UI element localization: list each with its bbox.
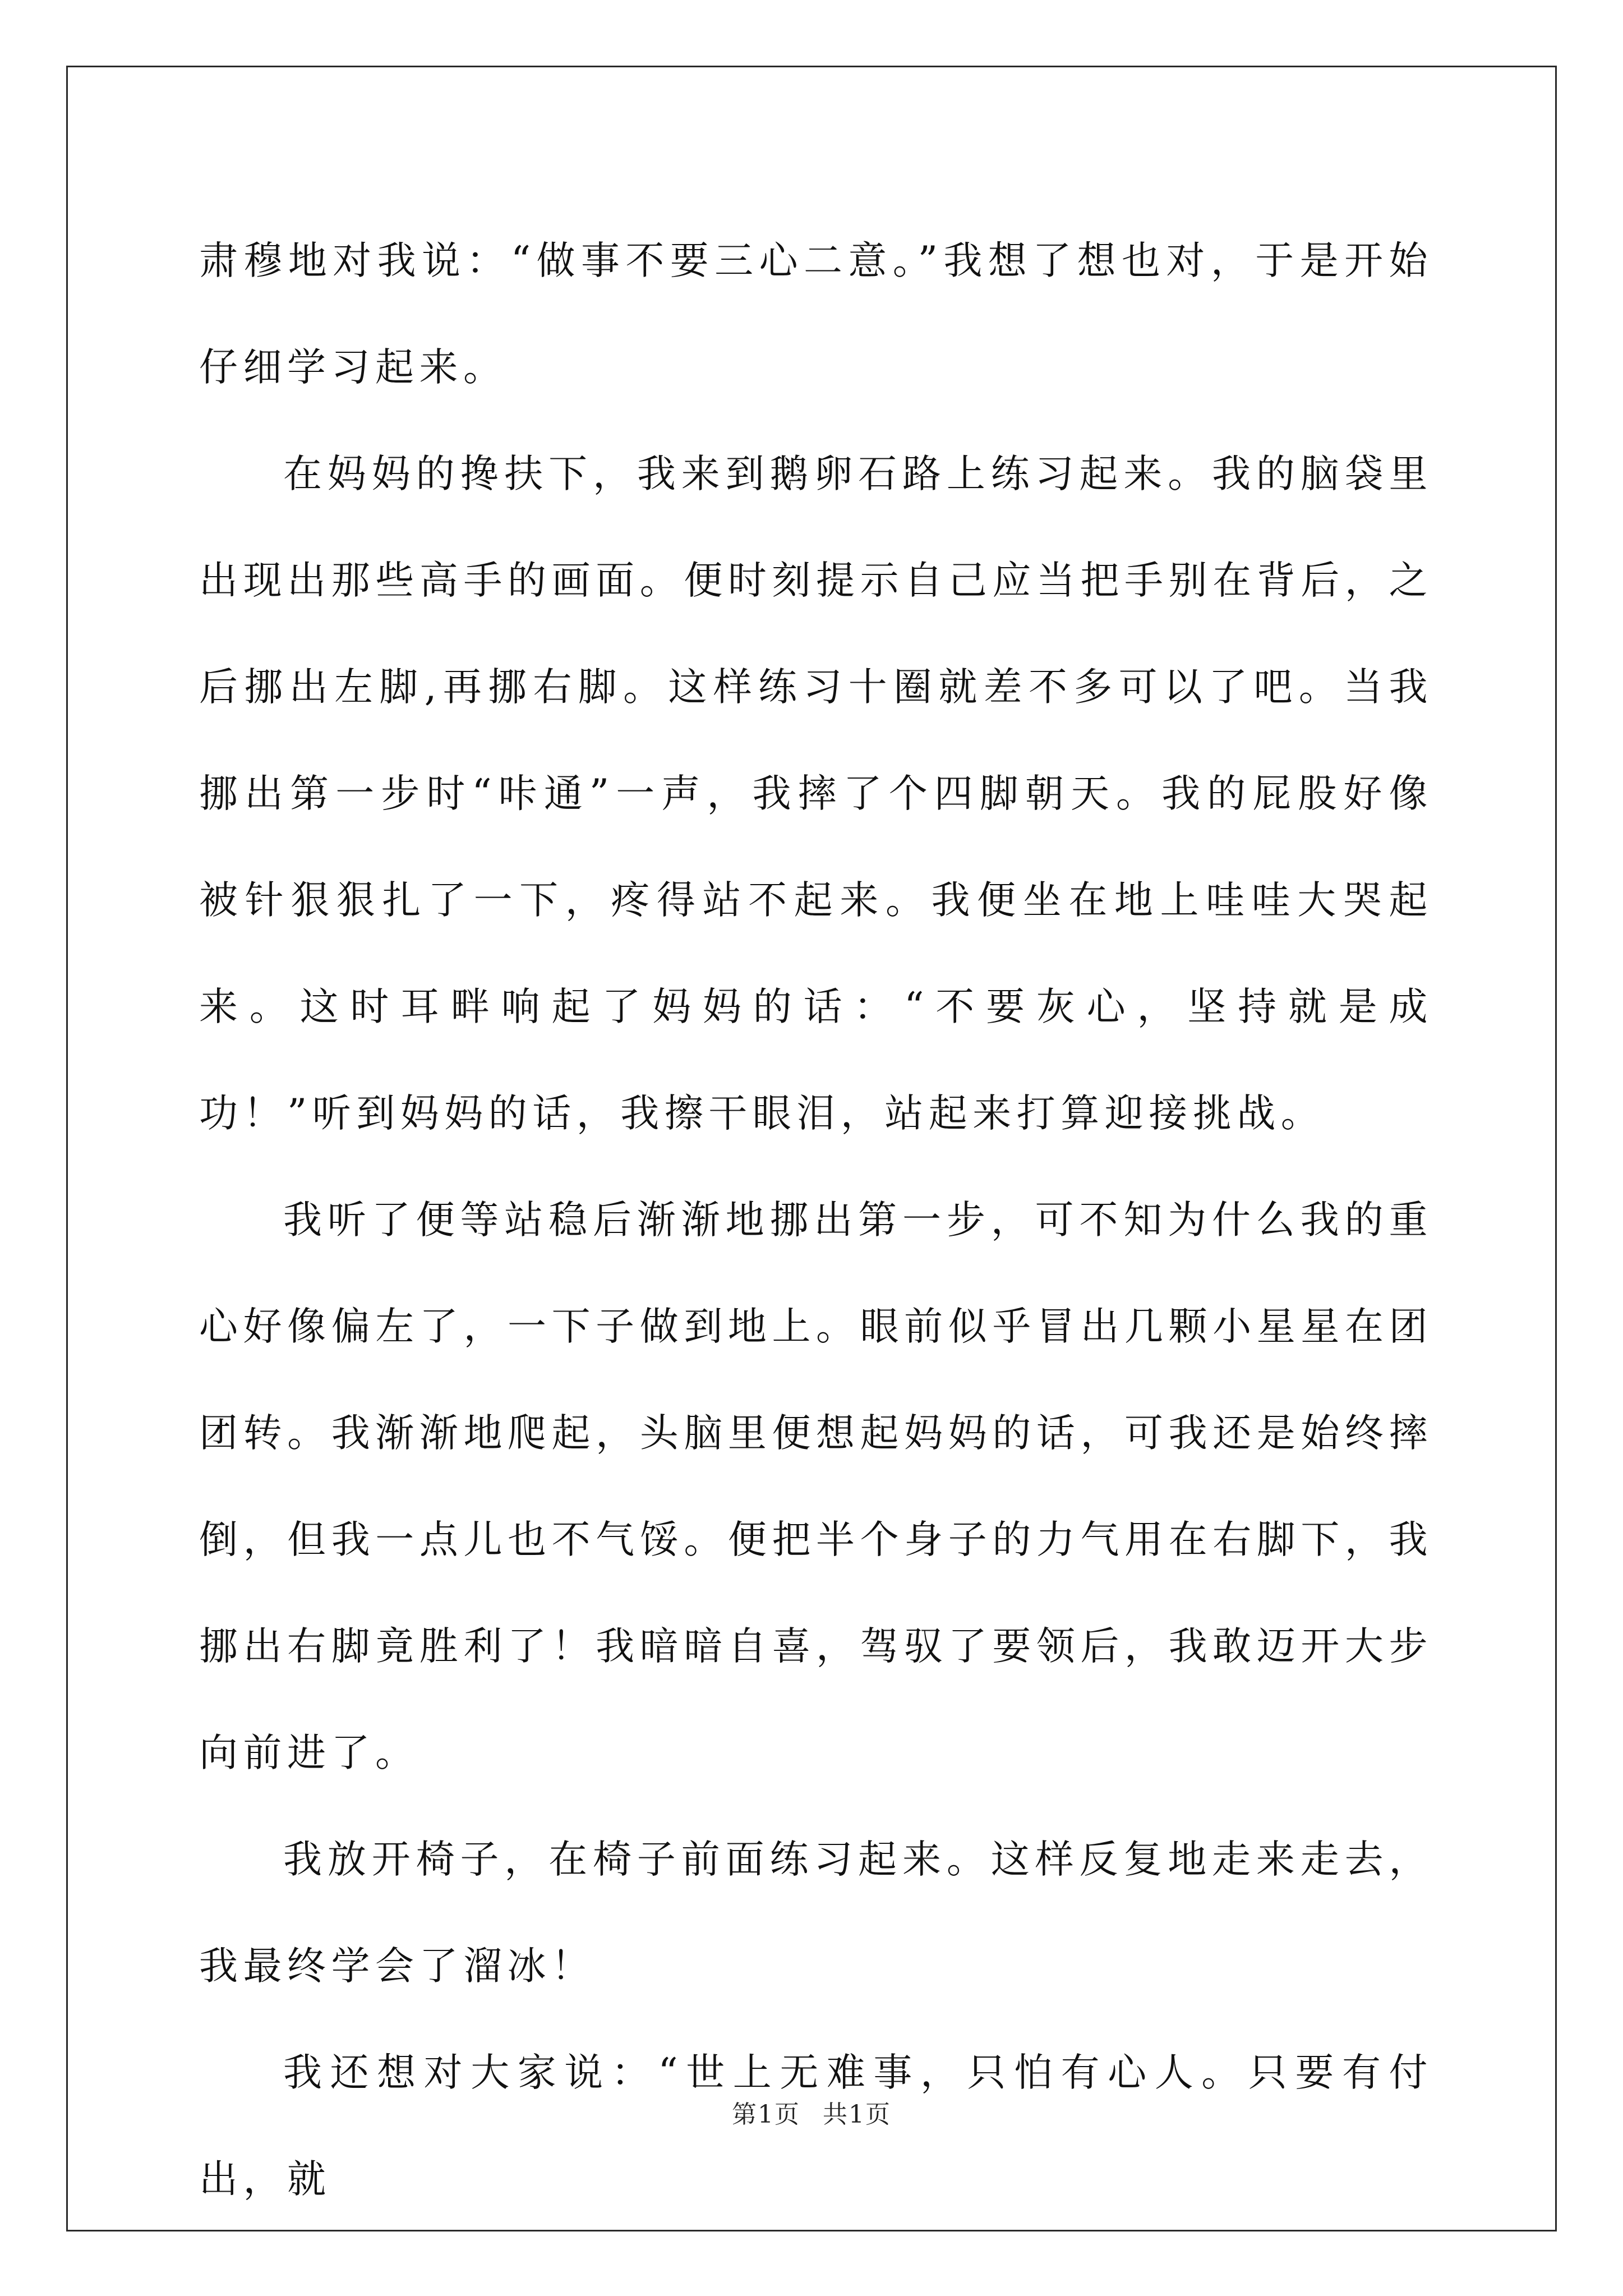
document-body — [199, 208, 1433, 2233]
paragraph-closing: 我还想对大家说：“世上无难事，只怕有心人。只要有付出，就 — [199, 2050, 1433, 2202]
page-number-total: 共1页 — [823, 2100, 891, 2129]
paragraph-continued: 肃穆地对我说：“做事不要三心二意。”我想了想也对，于是开始仔细学习起来。 — [199, 238, 1433, 390]
paragraph-mother-help: 在妈妈的搀扶下，我来到鹅卵石路上练习起来。我的脑袋里出现出那些高手的画面。便时刻提示自己应当把手别在背后，之后挪出左脚,再挪右脚。这样练习十圈就差不多可以了吧。当我挪出第一步时“咔通”一声，我摔了个四脚朝天。我的屁股好像被针狠狠扎了一下，疼得站不起来。我便坐在地上哇哇大哭起来。这时耳畔响起了妈妈的话：“不要灰心，坚持就是成功！”听到妈妈的话，我擦干眼泪，站起来打算迎接挑战。 — [199, 452, 1433, 1136]
paragraph-learned-skating: 我放开椅子，在椅子前面练习起来。这样反复地走来走去，我最终学会了溜冰！ — [199, 1837, 1433, 1989]
page-footer — [0, 2098, 1623, 2132]
paragraph-first-step: 我听了便等站稳后渐渐地挪出第一步，可不知为什么我的重心好像偏左了，一下子做到地上。眼前似乎冒出几颗小星星在团团转。我渐渐地爬起，头脑里便想起妈妈的话，可我还是始终摔倒，但我一点儿也不气馁。便把半个身子的力气用在右脚下，我挪出右脚竟胜利了！我暗暗自喜，驾驭了要领后，我敢迈开大步向前进了。 — [199, 1198, 1433, 1775]
page-number-current: 第1页 — [732, 2100, 800, 2129]
